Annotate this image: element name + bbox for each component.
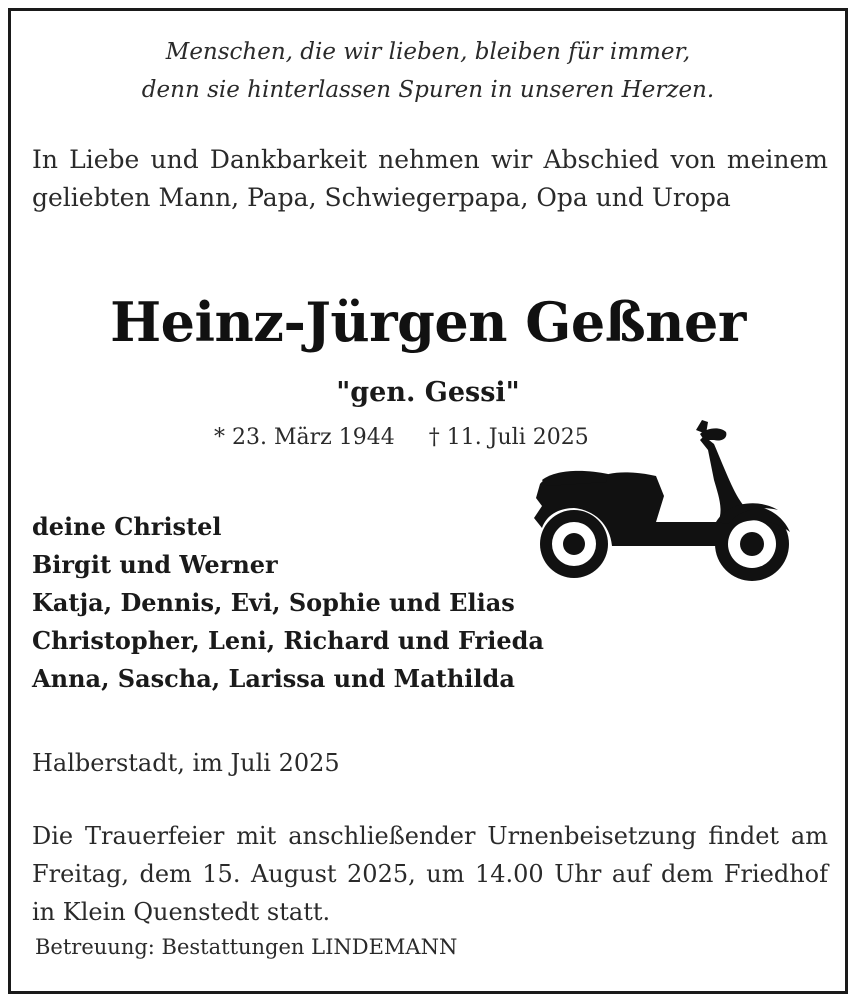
mourner-line: Katja, Dennis, Evi, Sophie und Elias — [32, 588, 515, 617]
quote-line-1: Menschen, die wir lieben, bleiben für immer, — [165, 39, 691, 65]
funeral-home-credit: Betreuung: Bestattungen LINDEMANN — [35, 935, 458, 959]
scooter-icon — [528, 410, 796, 590]
birth-date: * 23. März 1944 — [214, 425, 395, 450]
place-and-date: Halberstadt, im Juli 2025 — [32, 749, 340, 777]
mourners-list — [32, 508, 544, 698]
deceased-nickname: "gen. Gessi" — [336, 377, 520, 408]
funeral-details: Die Trauerfeier mit anschließender Urnenbeisetzung findet am Freitag, dem 15. August 2025, um 14.00 Uhr auf dem Friedhof in Klein Quenstedt statt. — [32, 822, 828, 926]
memorial-quote — [0, 33, 856, 109]
mourner-line: Anna, Sascha, Larissa und Mathilda — [32, 664, 515, 693]
farewell-intro: In Liebe und Dankbarkeit nehmen wir Abschied von meinem geliebten Mann, Papa, Schwiegerpapa, Opa und Uropa — [32, 145, 828, 212]
mourner-line: deine Christel — [32, 512, 222, 541]
death-date: † 11. Juli 2025 — [428, 425, 589, 450]
quote-line-2: denn sie hinterlassen Spuren in unseren Herzen. — [141, 77, 715, 103]
mourner-line: Christopher, Leni, Richard und Frieda — [32, 626, 544, 655]
deceased-name: Heinz-Jürgen Geßner — [110, 290, 746, 354]
mourner-line: Birgit und Werner — [32, 550, 278, 579]
